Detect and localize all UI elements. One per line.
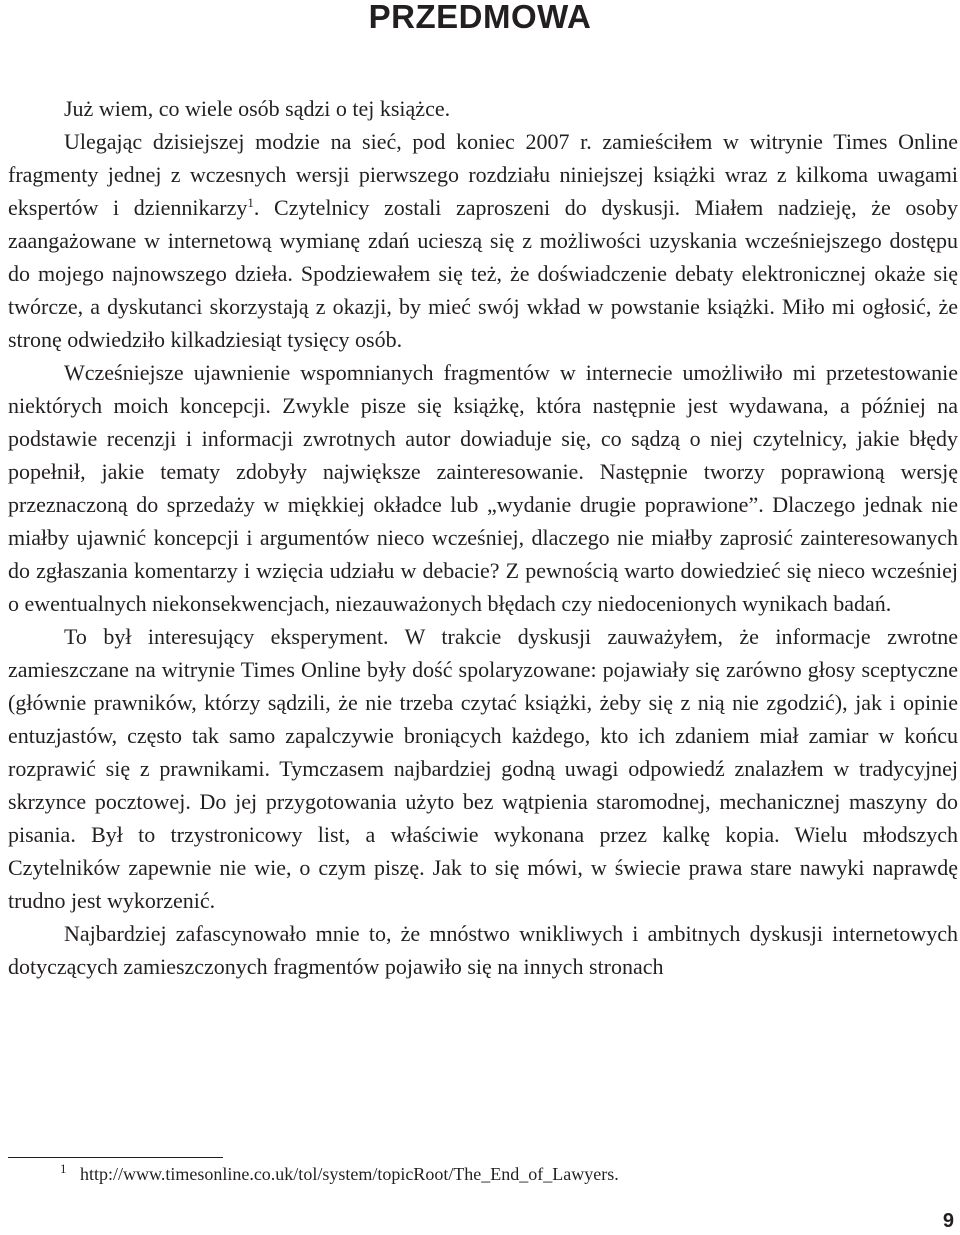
paragraph-4 bbox=[8, 620, 958, 917]
paragraph-1-text: Już wiem, co wiele osób sądzi o tej książce. bbox=[64, 96, 451, 121]
footnote-number: 1 bbox=[60, 1161, 67, 1176]
footnote-divider bbox=[8, 1157, 223, 1158]
footnote-reference: 1 bbox=[247, 195, 254, 210]
paragraph-5 bbox=[8, 917, 958, 983]
page-number: 9 bbox=[942, 1210, 954, 1232]
paragraph-1 bbox=[8, 92, 958, 125]
paragraph-4-text: To był interesujący eksperyment. W trakcie dyskusji zauważyłem, że informacje zwrotne zamieszczane na witrynie Times Online były dość spolaryzowane: pojawiały się zarówno głosy sceptyczne (głównie prawników, którzy sądzili, że nie trzeba czytać książki, żeby się z nią nie zgodzić), jak i opinie entuzjastów, często tak samo zapalczywie broniących każdego, kto ich zdaniem miał zamiar w końcu rozprawić się z prawnikami. Tymczasem najbardziej godną uwagi odpowiedź znalazłem w tradycyjnej skrzynce pocztowej. Do jej przygotowania użyto bez wątpienia staromodnej, mechanicznej maszyny do pisania. Był to trzystronicowy list, a właściwie wykonana przez kalkę kopia. Wielu młodszych Czytelników zapewnie nie wie, o czym piszę. Jak to się mówi, w świecie prawa stare nawyki naprawdę trudno jest wykorzenić. bbox=[8, 624, 958, 913]
footnote-url: http://www.timesonline.co.uk/tol/system/topicRoot/The_End_of_Lawyers. bbox=[80, 1164, 619, 1184]
paragraph-2-text-before: Ulegając dzisiejszej modzie na sieć, pod koniec 2007 r. zamieściłem w witrynie Times Online fragmenty jednej z wczesnych wersji pierwszego rozdziału niniejszej książki wraz z kilkoma uwagami ekspertów i dziennikarzy bbox=[8, 129, 958, 220]
footnote bbox=[60, 1163, 619, 1185]
paragraph-3 bbox=[8, 356, 958, 620]
paragraph-5-text: Najbardziej zafascynowało mnie to, że mnóstwo wnikliwych i ambitnych dyskusji internetowych dotyczących zamieszczonych fragmentów pojawiło się na innych stronach bbox=[8, 921, 958, 979]
chapter-heading: PRZEDMOWA bbox=[368, 0, 592, 35]
paragraph-2 bbox=[8, 125, 958, 356]
paragraph-3-text: Wcześniejsze ujawnienie wspomnianych fragmentów w internecie umożliwiło mi przetestowanie niektórych moich koncepcji. Zwykle pisze się książkę, która następnie jest wydawana, a później na podstawie recenzji i informacji zwrotnych autor dowiaduje się, co sądzą o niej czytelnicy, jakie błędy popełnił, jakie tematy zdobyły największe zainteresowanie. Następnie tworzy poprawioną wersję przeznaczoną do sprzedaży w miękkiej okładce lub „wydanie drugie poprawione”. Dlaczego jednak nie miałby ujawnić koncepcji i argumentów nieco wcześniej, dlaczego nie miałby zaprosić zainteresowanych do zgłaszania komentarzy i wzięcia udziału w debacie? Z pewnością warto dowiedzieć się nieco wcześniej o ewentualnych niekonsekwencjach, niezauważonych błędach czy niedocenionych wynikach badań. bbox=[8, 360, 958, 616]
paragraph-2-text-after: . Czytelnicy zostali zaproszeni do dyskusji. Miałem nadzieję, że osoby zaangażowane w internetową wymianę zdań ucieszą się z możliwości uzyskania wcześniejszego dostępu do mojego najnowszego dzieła. Spodziewałem się też, że doświadczenie debaty elektronicznej okaże się twórcze, a dyskutanci skorzystają z okazji, by mieć swój wkład w powstanie książki. Miło mi ogłosić, że stronę odwiedziło kilkadziesiąt tysięcy osób. bbox=[8, 195, 958, 352]
body-text bbox=[8, 92, 958, 983]
